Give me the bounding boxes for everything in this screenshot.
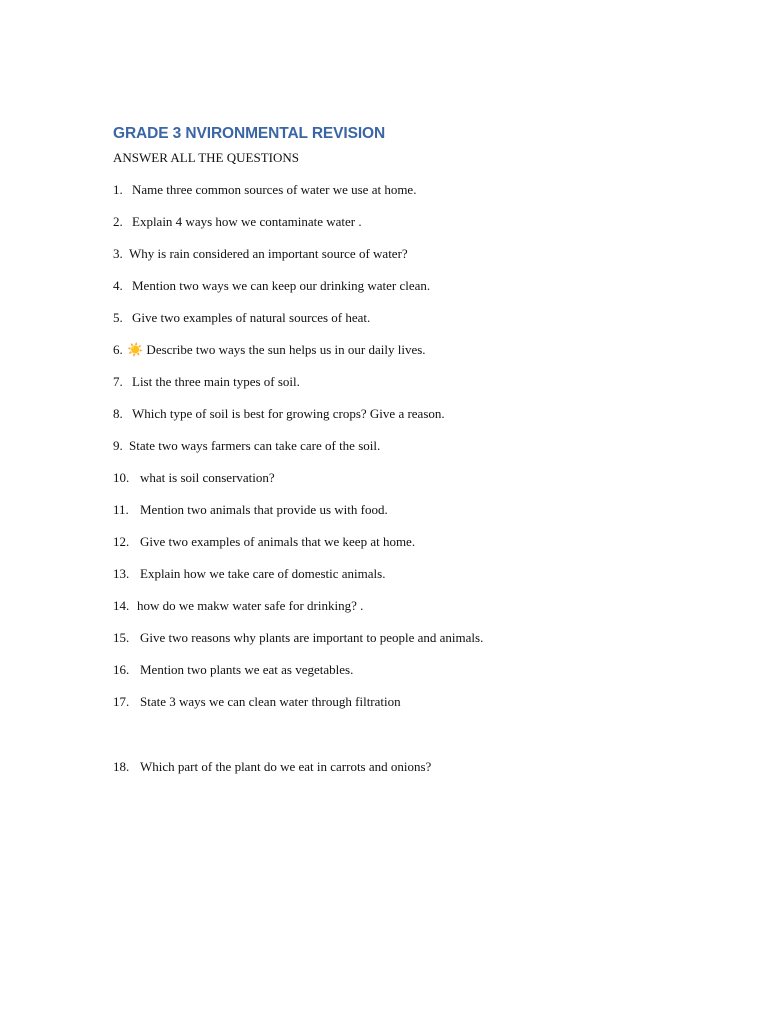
question-text: what is soil conservation? — [140, 470, 275, 485]
question-item — [113, 438, 380, 454]
question-text: List the three main types of soil. — [132, 374, 300, 389]
question-text: Mention two ways we can keep our drinking water clean. — [132, 278, 431, 293]
question-number: 15. — [113, 630, 130, 645]
question-text: State two ways farmers can take care of the soil. — [129, 438, 381, 453]
question-item — [113, 342, 426, 358]
question-item — [113, 406, 445, 422]
question-item — [113, 470, 275, 486]
question-number: 4. — [113, 278, 123, 293]
question-item — [113, 598, 363, 614]
question-number: 14. — [113, 598, 130, 613]
question-number: 18. — [113, 759, 130, 774]
question-text: how do we makw water safe for drinking? . — [137, 598, 364, 613]
question-item — [113, 759, 431, 775]
question-text: Give two examples of natural sources of heat. — [132, 310, 371, 325]
question-number: 16. — [113, 662, 130, 677]
question-number: 5. — [113, 310, 123, 325]
question-item — [113, 566, 385, 582]
question-number: 8. — [113, 406, 123, 421]
question-item — [113, 278, 430, 294]
question-item — [113, 374, 300, 390]
question-item — [113, 246, 408, 262]
question-number: 10. — [113, 470, 130, 485]
question-text: Mention two plants we eat as vegetables. — [140, 662, 354, 677]
question-item — [113, 662, 353, 678]
question-number: 11. — [113, 502, 129, 517]
question-text: ☀️ Describe two ways the sun helps us in our daily lives. — [127, 342, 426, 357]
question-text: Give two examples of animals that we keep at home. — [140, 534, 416, 549]
question-text: Explain 4 ways how we contaminate water . — [132, 214, 362, 229]
question-text: Explain how we take care of domestic animals. — [140, 566, 386, 581]
question-text: Which part of the plant do we eat in carrots and onions? — [140, 759, 432, 774]
question-number: 9. — [113, 438, 123, 453]
question-item — [113, 694, 401, 710]
question-text: Why is rain considered an important source of water? — [129, 246, 408, 261]
question-item — [113, 214, 362, 230]
question-item — [113, 182, 416, 198]
question-number: 7. — [113, 374, 123, 389]
question-number: 17. — [113, 694, 130, 709]
question-text: Which type of soil is best for growing crops? Give a reason. — [132, 406, 445, 421]
question-number: 1. — [113, 182, 123, 197]
question-text: Name three common sources of water we use at home. — [132, 182, 417, 197]
question-number: 2. — [113, 214, 123, 229]
instruction-text: ANSWER ALL THE QUESTIONS — [113, 150, 299, 165]
page-title: GRADE 3 NVIRONMENTAL REVISION — [113, 125, 386, 142]
question-number: 3. — [113, 246, 123, 261]
question-text: State 3 ways we can clean water through filtration — [140, 694, 401, 709]
question-text: Give two reasons why plants are important to people and animals. — [140, 630, 484, 645]
question-item — [113, 534, 415, 550]
question-number: 6. — [113, 342, 123, 357]
question-text: Mention two animals that provide us with food. — [140, 502, 388, 517]
question-item — [113, 310, 370, 326]
question-number: 13. — [113, 566, 130, 581]
question-item — [113, 630, 483, 646]
question-item — [113, 502, 388, 518]
question-number: 12. — [113, 534, 130, 549]
